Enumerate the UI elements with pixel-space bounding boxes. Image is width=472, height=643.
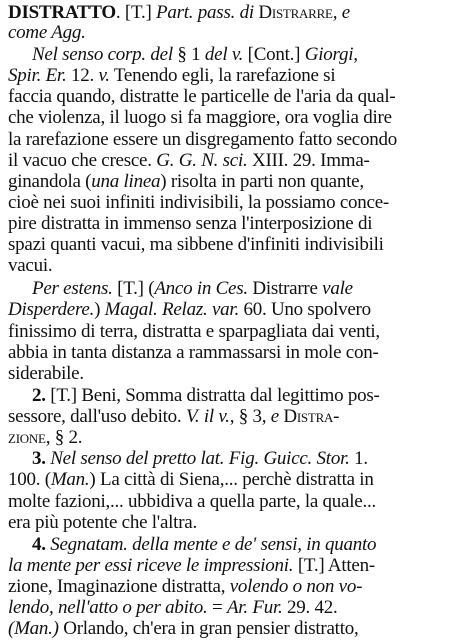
italic-run: v. (98, 65, 110, 86)
italic-run: volendo o non vo- (229, 576, 363, 597)
text-run: ) La città di Siena,... perchè distratta in (89, 469, 374, 490)
italic-run: Anco in Ces. (154, 278, 248, 299)
small-caps-run: zione (8, 427, 46, 448)
text-run: il vacuo che cresce. (8, 150, 157, 171)
italic-run: come Agg. (8, 22, 86, 43)
italic-run: Nel senso corp. del (32, 44, 173, 65)
small-caps-run: Distra- (283, 406, 340, 427)
entry-line (8, 129, 397, 151)
entry-line (8, 150, 370, 172)
entry-line (8, 406, 339, 428)
entry-line (8, 65, 335, 87)
text-run: ) (94, 299, 105, 320)
text-run: 100. ( (8, 469, 51, 490)
text-run: abbia in tanta distanza a rammassarsi in mole con- (8, 342, 379, 363)
text-run: [T.] Beni, Somma distratta dal legittimo pos- (45, 385, 380, 406)
text-run: . [T.] (115, 2, 157, 23)
entry-line (8, 255, 52, 277)
text-run: la rarefazione essere un disgregamento fatto secondo (8, 129, 397, 150)
text-run: che violenza, il luogo si fa maggiore, ora voglia dire (8, 107, 392, 128)
entry-line (32, 385, 380, 407)
text-run: § 1 (172, 44, 205, 65)
bold-run: 3. (32, 448, 46, 469)
text-run: ginandola ( (8, 171, 92, 192)
text-run: 60. Uno spolvero (238, 299, 371, 320)
text-run: 12. (66, 65, 99, 86)
entry-line (8, 469, 374, 491)
text-run: = (207, 597, 227, 618)
text-run: [T.] ( (112, 278, 155, 299)
text-run: Orlando, ch'era in gran pensier distratto, (58, 618, 359, 639)
text-run: Tenendo egli, la rarefazione si (109, 65, 336, 86)
italic-run: Part. pass. di (156, 2, 259, 23)
italic-run: vale (322, 278, 353, 299)
text-run: vacui. (8, 255, 53, 276)
entry-line (8, 213, 372, 235)
entry-line (8, 363, 84, 385)
text-run: ) risolta in parti non quante, (160, 171, 364, 192)
italic-run: la mente per essi riceve le impressioni. (8, 555, 294, 576)
text-run: zione, Imaginazione distratta, (8, 576, 230, 597)
entry-line (8, 427, 82, 449)
italic-run: , (332, 2, 342, 23)
entry-line (8, 299, 371, 321)
italic-run: Magal. Relaz. var. (104, 299, 239, 320)
text-run: sessore, dall'uso debito. (8, 406, 186, 427)
entry-line (32, 534, 376, 556)
italic-run: Spir. Er. (8, 65, 67, 86)
bold-run: 2. (32, 385, 46, 406)
text-run: finissimo di terra, distratta e sparpagliata dai venti, (8, 321, 380, 342)
italic-run: Segnatam. della mente e de' sensi, in quanto (50, 534, 377, 555)
italic-run: una linea (91, 171, 161, 192)
text-run: molte fazioni,... ubbidiva a quella parte, la quale... (8, 491, 376, 512)
entry-line (8, 22, 86, 44)
text-run: 29. 42. (282, 597, 338, 618)
italic-run: Per estens. (32, 278, 113, 299)
entry-line (8, 321, 380, 343)
italic-run: e (270, 406, 279, 427)
entry-line (32, 44, 358, 66)
bold-run: DISTRATTO (8, 2, 116, 23)
italic-run: G. G. N. sci. (156, 150, 248, 171)
entry-line (8, 107, 392, 129)
italic-run: Giorgi, (304, 44, 358, 65)
small-caps-run: Distrarre (258, 2, 333, 23)
text-run: spazi quanti vacui, ma sibbene d'infiniti indivisibili (8, 234, 384, 255)
entry-line (8, 171, 364, 193)
text-run: XIII. 29. Imma- (247, 150, 370, 171)
entry-line (8, 491, 376, 513)
italic-run: Disperdere. (8, 299, 95, 320)
italic-run: del v. (204, 44, 244, 65)
entry-line (8, 555, 375, 577)
entry-line (8, 86, 395, 108)
text-run: cioè nei suoi infiniti indivisibili, la possiamo conce- (8, 192, 389, 213)
italic-run: e (341, 2, 350, 23)
text-run: era più potente che l'altra. (8, 512, 197, 533)
italic-run: Nel senso del pretto lat. Fig. Guicc. Stor. (50, 448, 350, 469)
text-run: [Cont.] (243, 44, 305, 65)
entry-line (8, 512, 197, 534)
text-run: 1. (349, 448, 368, 469)
entry-line (8, 576, 362, 598)
italic-run: (Man.) (8, 618, 59, 639)
entry-line (8, 2, 350, 24)
italic-run: Ar. Fur. (226, 597, 283, 618)
entry-line (32, 278, 353, 300)
entry-line (8, 618, 358, 640)
text-run: [T.] Atten- (293, 555, 375, 576)
text-run: Distrarre (247, 278, 323, 299)
italic-run: Man. (50, 469, 90, 490)
entry-line (8, 192, 389, 214)
entry-line (8, 234, 384, 256)
text-run: pire distratta in immenso senza l'interposizione di (8, 213, 373, 234)
text-run: faccia quando, distratte le particelle de l'aria da qual- (8, 86, 396, 107)
text-run: , § 2. (45, 427, 83, 448)
text-run: siderabile. (8, 363, 84, 384)
text-run: , § 3, (229, 406, 271, 427)
italic-run: V. il v. (185, 406, 230, 427)
entry-line (8, 597, 337, 619)
entry-line (32, 448, 368, 470)
entry-line (8, 342, 379, 364)
italic-run: lendo, nell'atto o per abito. (8, 597, 208, 618)
bold-run: 4. (32, 534, 46, 555)
